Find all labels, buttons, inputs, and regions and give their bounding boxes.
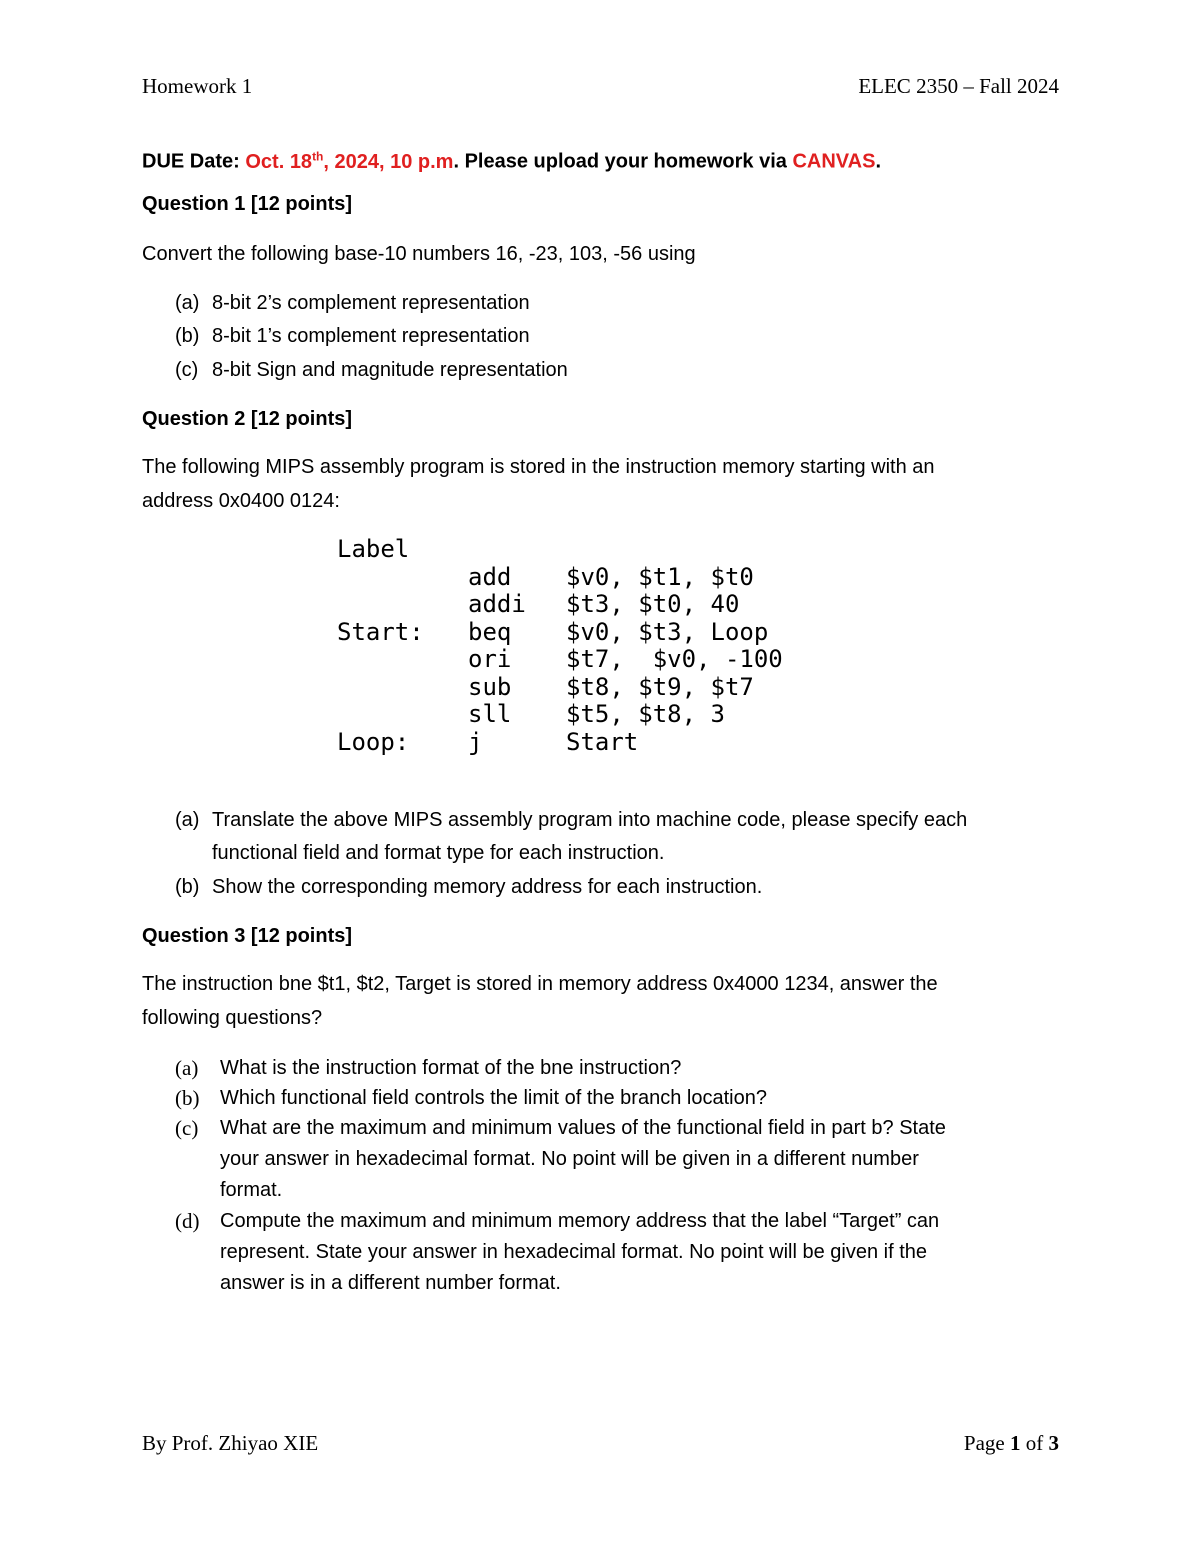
q2-item-a-marker: (a): [175, 809, 200, 831]
platform-name: CANVAS: [792, 150, 876, 173]
q2-title: Question 2 [12 points]: [142, 408, 353, 430]
q1-item-b: (b): [175, 325, 200, 347]
q2-item-a-line2: functional field and format type for each instruction.: [212, 842, 665, 864]
q3-prompt-line2: following questions?: [142, 1007, 323, 1029]
code-args: $v0, $t1, $t0: [566, 563, 754, 591]
q3-item-c-marker: (c): [175, 1116, 199, 1140]
footer-page-number: Page 1 of 3: [963, 1431, 1059, 1455]
q2-prompt-line2: address 0x0400 0124:: [142, 490, 340, 512]
due-label: DUE Date:: [142, 150, 246, 173]
code-op: ori: [468, 645, 512, 673]
q1-item-b-text: 8-bit 1’s complement representation: [212, 325, 530, 347]
footer-author: By Prof. Zhiyao XIE: [142, 1431, 319, 1455]
q3-item-c-line2: your answer in hexadecimal format. No point will be given in a different number: [220, 1148, 919, 1170]
code-args: $t7, $v0, -100: [566, 645, 783, 673]
q1-item-a-text: 8-bit 2’s complement representation: [212, 292, 530, 314]
q3-item-b-marker: (b): [175, 1086, 200, 1110]
code-args: $t8, $t9, $t7: [566, 673, 754, 701]
code-args: Start: [566, 728, 639, 756]
code-label: Start:: [337, 618, 424, 646]
q3-item-d-line3: answer is in a different number format.: [220, 1272, 561, 1294]
due-instructions: . Please upload your homework via: [453, 150, 793, 173]
q3-item-d-marker: (d): [175, 1209, 200, 1233]
q1-item-c-text: 8-bit Sign and magnitude representation: [212, 359, 568, 381]
code-op: sll: [468, 700, 512, 728]
code-header-label: Label: [337, 535, 410, 563]
q3-item-a-marker: (a): [175, 1056, 199, 1080]
code-args: $v0, $t3, Loop: [566, 618, 769, 646]
code-op: add: [468, 563, 512, 591]
q3-item-d-line2: represent. State your answer in hexadecimal format. No point will be given if the: [220, 1241, 928, 1263]
q3-item-c-line1: What are the maximum and minimum values of the functional field in part b? State: [220, 1117, 946, 1139]
header-title: Homework 1: [142, 74, 253, 98]
q3-item-c-line3: format.: [220, 1179, 283, 1201]
q3-prompt-line1: The instruction bne $t1, $t2, Target is stored in memory address 0x4000 1234, answer the: [142, 973, 938, 995]
q2-item-b-marker: (b): [175, 876, 200, 898]
code-op: j: [468, 728, 483, 756]
q3-item-b-line: Which functional field controls the limit of the branch location?: [220, 1087, 767, 1109]
q3-item-a-line: What is the instruction format of the bne instruction?: [220, 1057, 682, 1079]
q1-prompt: Convert the following base-10 numbers 16, -23, 103, -56 using: [142, 243, 696, 265]
code-op: beq: [468, 618, 512, 646]
due-date-line: DUE Date: Oct. 18th, 2024, 10 p.m. Please upload your homework via CANVAS.: [142, 149, 881, 173]
q2-prompt-line1: The following MIPS assembly program is stored in the instruction memory starting with an: [142, 456, 935, 478]
due-date: Oct. 18th, 2024, 10 p.m: [245, 149, 454, 173]
q3-item-d-line1: Compute the maximum and minimum memory address that the label “Target” can: [220, 1210, 940, 1232]
q3-title: Question 3 [12 points]: [142, 925, 353, 947]
q1-item-c: (c): [175, 359, 199, 381]
code-args: $t3, $t0, 40: [566, 590, 740, 618]
q1-title: Question 1 [12 points]: [142, 193, 353, 215]
code-label: Loop:: [337, 728, 410, 756]
header-course: ELEC 2350 – Fall 2024: [858, 74, 1059, 98]
code-op: addi: [468, 590, 526, 618]
q2-item-a-line1: Translate the above MIPS assembly program into machine code, please specify each: [212, 809, 968, 831]
code-args: $t5, $t8, 3: [566, 700, 725, 728]
q1-item-a: (a): [175, 292, 200, 314]
code-op: sub: [468, 673, 512, 701]
q2-item-b-line1: Show the corresponding memory address for each instruction.: [212, 876, 763, 898]
